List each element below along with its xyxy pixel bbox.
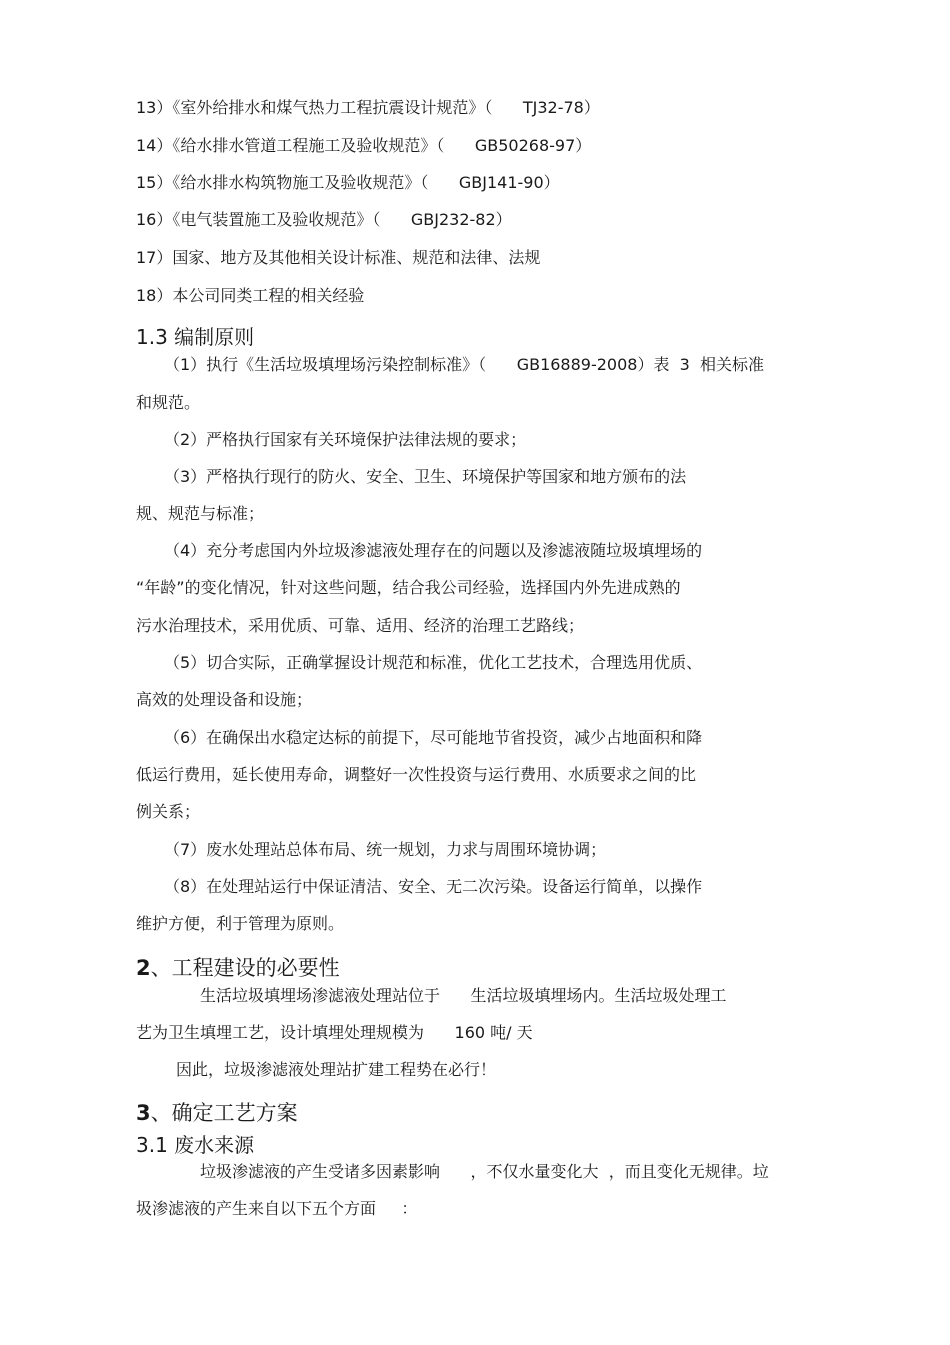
section-heading-3-1: 3.1 废水来源 bbox=[136, 1133, 255, 1157]
wastewater-source-line-2: 圾渗滤液的产生来自以下五个方面 ： bbox=[136, 1199, 418, 1218]
section-title-2: 、工程建设的必要性 bbox=[150, 956, 340, 980]
reference-item-18: 18）本公司同类工程的相关经验 bbox=[136, 286, 365, 305]
principle-6-line-3: 例关系； bbox=[136, 802, 201, 821]
wastewater-source-line-1: 垃圾渗滤液的产生受诸多因素影响 ，不仅水量变化大 ，而且变化无规律。垃 bbox=[200, 1162, 769, 1181]
principle-5-line-1: （5）切合实际，正确掌握设计规范和标准，优化工艺技术，合理选用优质、 bbox=[164, 653, 703, 672]
reference-item-14: 14）《给水排水管道工程施工及验收规范》（ GB50268-97） bbox=[136, 136, 592, 155]
principle-2: （2）严格执行国家有关环境保护法律法规的要求； bbox=[164, 430, 527, 449]
section-title-3: 、确定工艺方案 bbox=[150, 1101, 298, 1125]
principle-6-line-1: （6）在确保出水稳定达标的前提下，尽可能地节省投资，减少占地面积和降 bbox=[164, 728, 703, 747]
principle-5-line-2: 高效的处理设备和设施； bbox=[136, 690, 313, 709]
reference-item-16: 16）《电气装置施工及验收规范》（ GBJ232-82） bbox=[136, 210, 512, 229]
reference-item-13: 13）《室外给排水和煤气热力工程抗震设计规范》（ TJ32-78） bbox=[136, 98, 600, 117]
principle-3-line-1: （3）严格执行现行的防火、安全、卫生、环境保护等国家和地方颁布的法 bbox=[164, 467, 687, 486]
necessity-conclusion: 因此，垃圾渗滤液处理站扩建工程势在必行！ bbox=[176, 1060, 497, 1079]
principle-4-line-2: “年龄”的变化情况，针对这些问题，结合我公司经验，选择国内外先进成熟的 bbox=[136, 578, 681, 597]
principle-8-line-1: （8）在处理站运行中保证清洁、安全、无二次污染。设备运行简单，以操作 bbox=[164, 877, 703, 896]
necessity-paragraph-line-1: 生活垃圾填埋场渗滤液处理站位于 生活垃圾填埋场内。生活垃圾处理工 bbox=[200, 986, 727, 1005]
principle-7: （7）废水处理站总体布局、统一规划，力求与周围环境协调； bbox=[164, 840, 607, 859]
principle-1-line-1: （1）执行《生活垃圾填埋场污染控制标准》（ GB16889-2008）表 3 相关标准 bbox=[164, 355, 764, 374]
reference-item-17: 17）国家、地方及其他相关设计标准、规范和法律、法规 bbox=[136, 248, 541, 267]
section-heading-3 bbox=[136, 1100, 298, 1126]
principle-3-line-2: 规、规范与标准； bbox=[136, 504, 265, 523]
section-heading-2 bbox=[136, 955, 340, 981]
principle-8-line-2: 维护方便，利于管理为原则。 bbox=[136, 914, 345, 933]
principle-4-line-3: 污水治理技术，采用优质、可靠、适用、经济的治理工艺路线； bbox=[136, 616, 585, 635]
section-number-2: 2 bbox=[136, 956, 151, 980]
section-heading-1-3: 1.3 编制原则 bbox=[136, 325, 255, 349]
reference-item-15: 15）《给水排水构筑物施工及验收规范》（ GBJ141-90） bbox=[136, 173, 560, 192]
necessity-paragraph-line-2: 艺为卫生填埋工艺，设计填埋处理规模为 160 吨/ 天 bbox=[136, 1023, 533, 1042]
principle-1-line-2: 和规范。 bbox=[136, 393, 201, 412]
principle-6-line-2: 低运行费用，延长使用寿命，调整好一次性投资与运行费用、水质要求之间的比 bbox=[136, 765, 697, 784]
section-number-3: 3 bbox=[136, 1101, 151, 1125]
principle-4-line-1: （4）充分考虑国内外垃圾渗滤液处理存在的问题以及渗滤液随垃圾填埋场的 bbox=[164, 541, 703, 560]
